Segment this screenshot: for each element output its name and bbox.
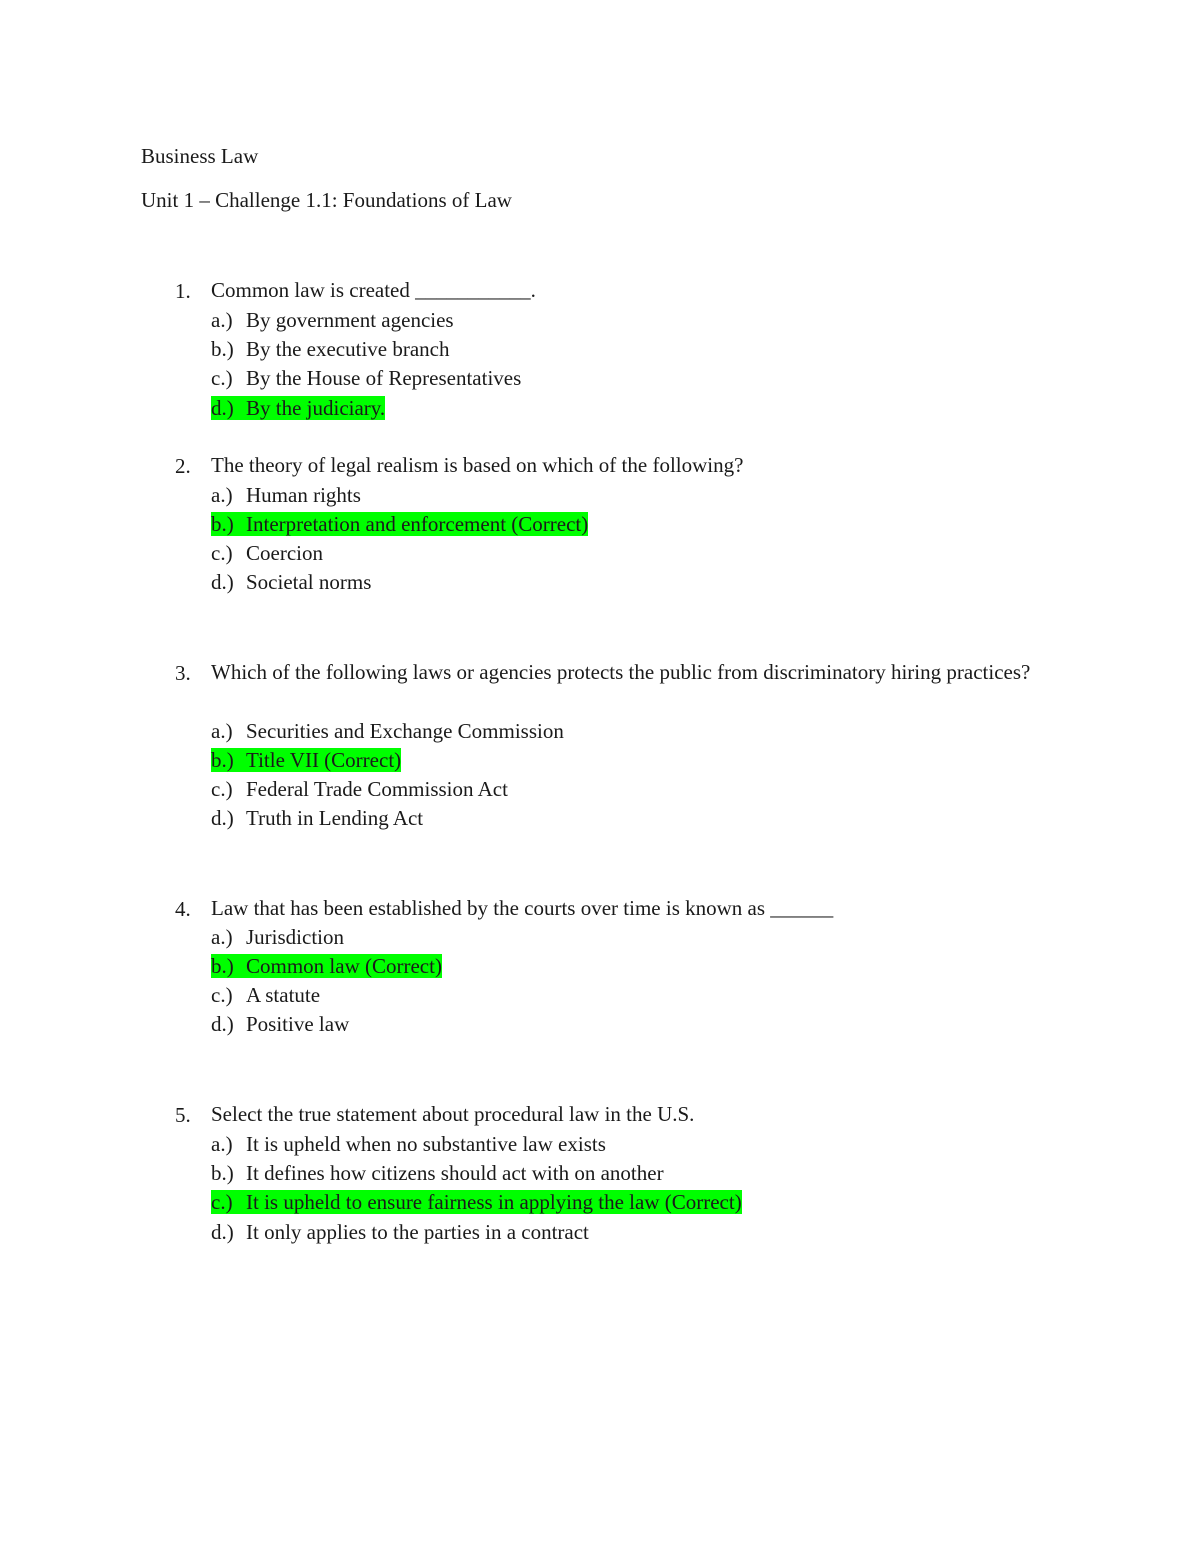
option-d-correct: d.) By the judiciary. [211,396,386,420]
option-b-correct: b.) Title VII (Correct) [211,748,402,772]
question-text: Select the true statement about procedural law in the U.S. [211,1102,695,1126]
option-b: b.) It defines how citizens should act with on another [211,1161,664,1185]
question-text: Which of the following laws or agencies protects the public from discriminatory hiring practices? [211,660,1031,684]
option-b-correct: b.) Common law (Correct) [211,954,442,978]
option-c: c.) By the House of Representatives [211,366,522,390]
option-c: c.) A statute [211,983,321,1007]
course-title: Business Law [141,144,259,168]
option-d: d.) Positive law [211,1012,350,1036]
question-number: 3. [175,661,191,685]
option-c: c.) Federal Trade Commission Act [211,777,508,801]
option-c-correct: c.) It is upheld to ensure fairness in applying the law (Correct) [211,1190,742,1214]
option-a: a.) Jurisdiction [211,925,344,949]
question-number: 2. [175,454,191,478]
option-d: d.) Truth in Lending Act [211,806,424,830]
option-a: a.) Human rights [211,483,361,507]
question-number: 5. [175,1103,191,1127]
option-b-correct: b.) Interpretation and enforcement (Correct) [211,512,589,536]
option-d: d.) It only applies to the parties in a contract [211,1220,589,1244]
option-a: a.) By government agencies [211,308,454,332]
option-a: a.) Securities and Exchange Commission [211,719,564,743]
question-text: Common law is created ___________. [211,278,536,302]
option-a: a.) It is upheld when no substantive law exists [211,1132,606,1156]
option-d: d.) Societal norms [211,570,372,594]
option-c: c.) Coercion [211,541,323,565]
question-text: Law that has been established by the courts over time is known as ______ [211,896,834,920]
question-number: 4. [175,897,191,921]
question-number: 1. [175,279,191,303]
unit-title: Unit 1 – Challenge 1.1: Foundations of Law [141,188,512,212]
question-text: The theory of legal realism is based on which of the following? [211,453,744,477]
option-b: b.) By the executive branch [211,337,450,361]
